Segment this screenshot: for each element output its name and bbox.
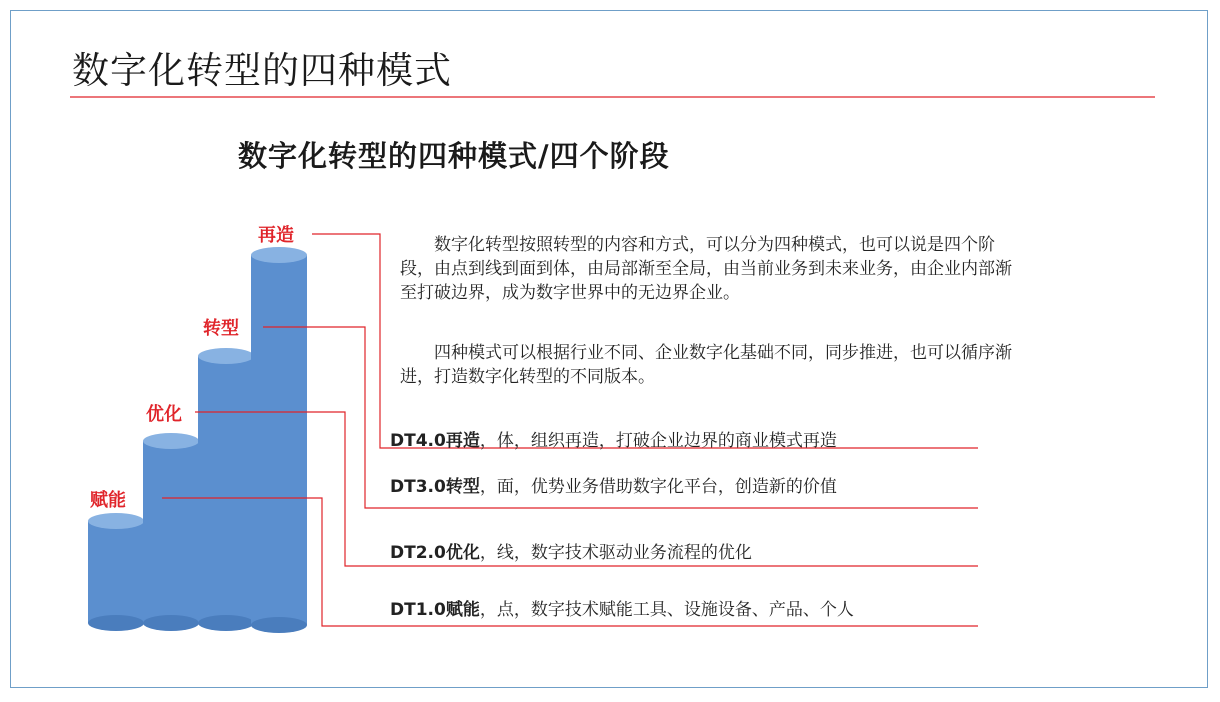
description-paragraph-2: 四种模式可以根据行业不同、企业数字化基础不同，同步推进，也可以循序渐进，打造数字化转型的不同版本。 <box>400 343 1012 387</box>
stage-text: ，线，数字技术驱动业务流程的优化 <box>479 543 752 563</box>
stage-text: ，体，组织再造，打破企业边界的商业模式再造 <box>479 431 837 451</box>
stage-desc-1 <box>390 595 854 620</box>
stage-code: DT1.0赋能 <box>390 600 480 620</box>
stage-code: DT4.0再造 <box>390 431 480 451</box>
description-paragraph-1: 数字化转型按照转型的内容和方式，可以分为四种模式，也可以说是四个阶段，由点到线到面到体，由局部渐至全局，由当前业务到未来业务，由企业内部渐至打破边界，成为数字世界中的无边界企业。 <box>400 235 1012 303</box>
cylinder-3 <box>198 348 254 631</box>
stage-desc-3 <box>390 472 837 497</box>
cylinder-4 <box>251 247 307 633</box>
level-label-4: 再造 <box>258 225 294 246</box>
cylinder-1 <box>88 513 144 631</box>
slide-title: 数字化转型的四种模式 <box>72 49 452 92</box>
stage-text: ，面，优势业务借助数字化平台，创造新的价值 <box>479 477 837 497</box>
level-label-1: 赋能 <box>90 490 126 511</box>
stage-text: ，点，数字技术赋能工具、设施设备、产品、个人 <box>479 600 854 620</box>
stage-desc-2 <box>390 538 752 563</box>
stage-code: DT2.0优化 <box>390 543 480 563</box>
stage-desc-4 <box>390 426 837 451</box>
cylinder-2 <box>143 433 199 631</box>
level-label-2: 优化 <box>146 404 182 425</box>
slide-subtitle: 数字化转型的四种模式/四个阶段 <box>238 139 670 173</box>
level-label-3: 转型 <box>203 318 239 339</box>
stage-code: DT3.0转型 <box>390 477 480 497</box>
